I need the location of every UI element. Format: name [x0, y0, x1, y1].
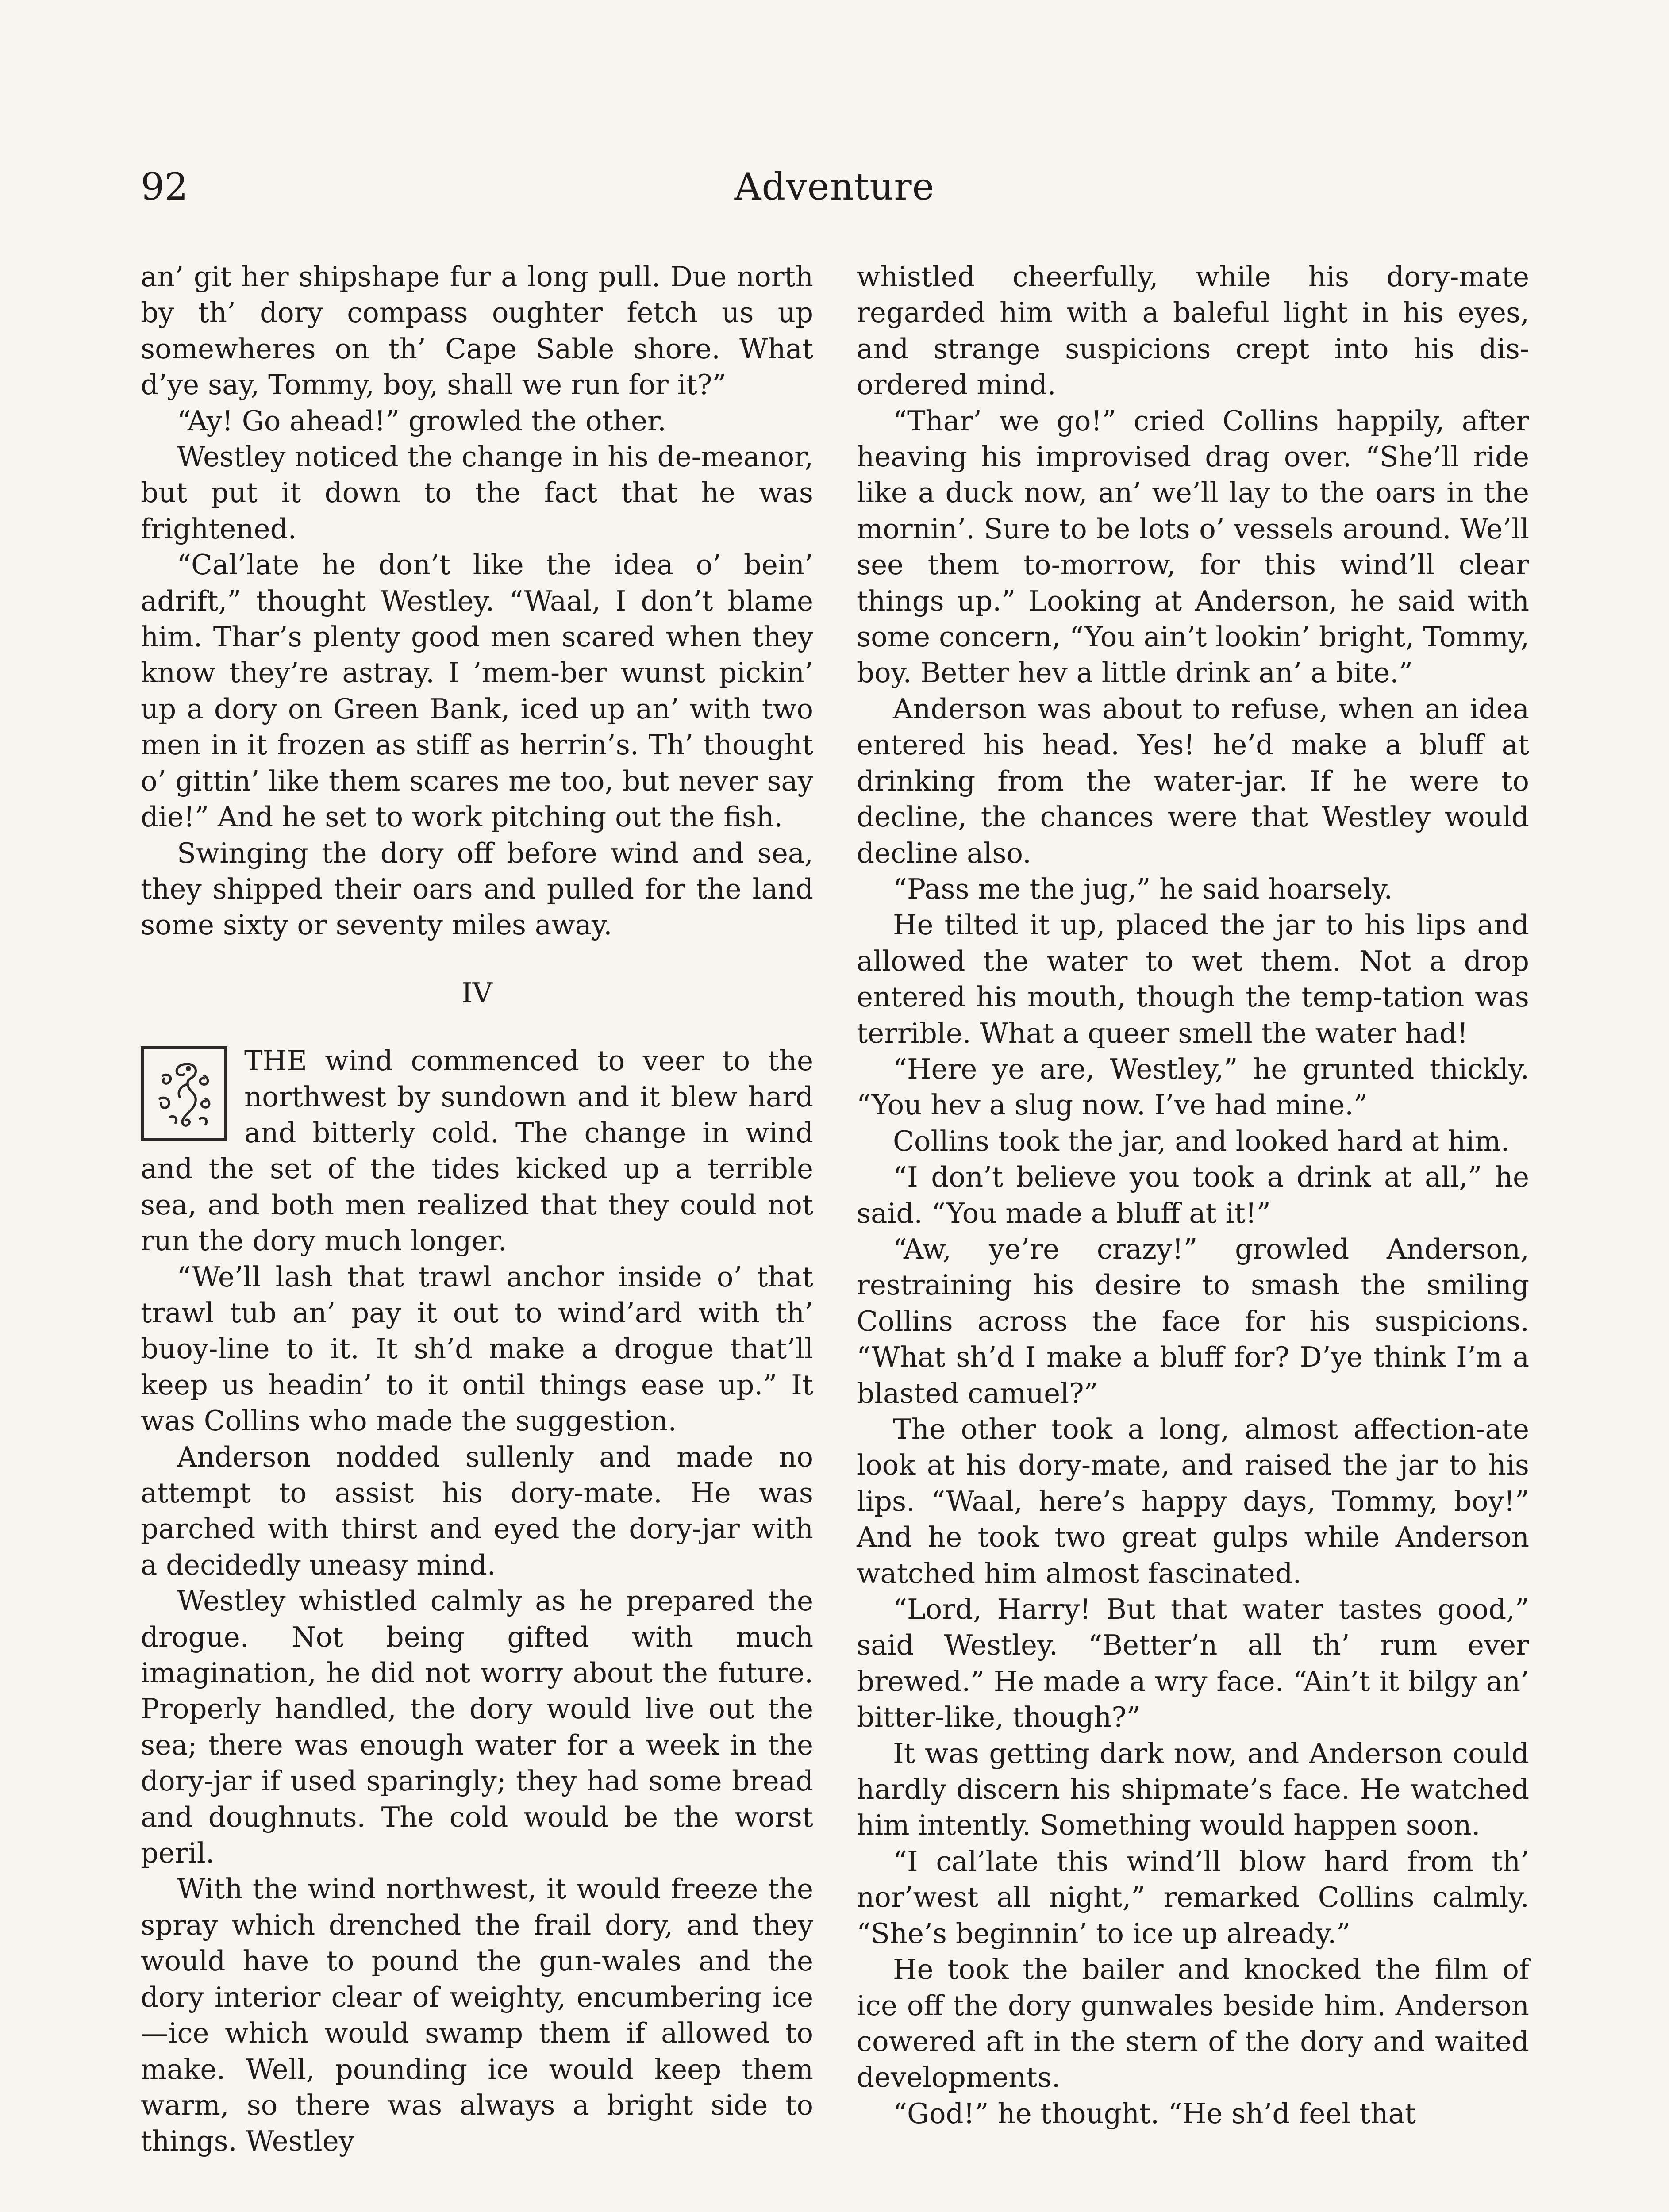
seahorse-ornament-icon [141, 1046, 227, 1141]
paragraph: “We’ll lash that trawl anchor inside o’ that trawl tub an’ pay it out to wind’ard with th’ buoy-line to it. It sh’d make a drogue that’ll keep us headin’ to it ontil things ease up.” It was Collins who made the suggestion. [141, 1260, 813, 1437]
paragraph: an’ git her shipshape fur a long pull. Due north by th’ dory compass oughter fetch us up somewheres on th’ Cape Sable shore. What d’ye say, Tommy, boy, shall we run for it?” [141, 261, 813, 401]
paragraph: “Thar’ we go!” cried Collins happily, after heaving his improvised drag over. “She’ll ride like a duck now, an’ we’ll lay to the oars in the mornin’. Sure to be lots o’ vessels around. We’ll see them to-morrow, for this wind’ll clear things up.” Looking at Anderson, he said with some concern, “You ain’t lookin’ bright, Tommy, boy. Better hev a little drink an’ a bite.” [857, 404, 1529, 689]
paragraph: Collins took the jar, and looked hard at him. [893, 1125, 1510, 1157]
paragraph: Swinging the dory off before wind and sea, they shipped their oars and pulled for the land some sixty or seventy miles away. [141, 837, 813, 941]
paragraph: “Pass me the jug,” he said hoarsely. [893, 872, 1393, 905]
paragraph: It was getting dark now, and Anderson could hardly discern his shipmate’s face. He watched him intently. Something would happen soon. [857, 1737, 1529, 1842]
paragraph: The other took a long, almost affection-ate look at his dory-mate, and raised the jar to his lips. “Waal, here’s happy days, Tommy, boy!” And he took two great gulps while Anderson watched him almost fascinated. [857, 1413, 1529, 1590]
dropcap-paragraph: THE wind commenced to veer to the northwest by sundown and it blew hard and bitterly cold. The change in wind and the set of the tides kicked up a terrible sea, and both men realized that they could not run the dory much longer. [141, 1045, 813, 1257]
paragraph: Westley whistled calmly as he prepared the drogue. Not being gifted with much imagination, he did not worry about the future. Properly handled, the dory would live out the sea; there was enough water for a week in the dory-jar if used sparingly; they had some bread and doughnuts. The cold would be the worst peril. [141, 1585, 813, 1870]
paragraph: “I cal’late this wind’ll blow hard from th’ nor’west all night,” remarked Collins calmly. “She’s beginnin’ to ice up already.” [857, 1845, 1529, 1950]
paragraph: Westley noticed the change in his de-meanor, but put it down to the fact that he was frightened. [141, 441, 813, 545]
right-column [857, 259, 1529, 2131]
paragraph: Anderson was about to refuse, when an idea entered his head. Yes! he’d make a bluff at drinking from the water-jar. If he were to decline, the chances were that Westley would decline also. [857, 692, 1529, 869]
paragraph: He tilted it up, placed the jar to his lips and allowed the water to wet them. Not a drop entered his mouth, though the temp-tation was terrible. What a queer smell the water had! [857, 909, 1529, 1049]
paragraph: “I don’t believe you took a drink at all,” he said. “You made a bluff at it!” [857, 1161, 1529, 1229]
left-column [141, 259, 813, 2159]
paragraph: “Here ye are, Westley,” he grunted thickly. “You hev a slug now. I’ve had mine.” [857, 1052, 1529, 1121]
running-title: Adventure [734, 165, 935, 208]
paragraph: Anderson nodded sullenly and made no attempt to assist his dory-mate. He was parched with thirst and eyed the dory-jar with a decidedly uneasy mind. [141, 1440, 813, 1581]
section-number: IV [461, 976, 492, 1009]
page-number: 92 [141, 165, 188, 208]
paragraph: whistled cheerfully, while his dory-mate regarded him with a baleful light in his eyes, and strange suspicions crept into his dis-ordered mind. [857, 261, 1529, 401]
paragraph: With the wind northwest, it would freeze the spray which drenched the frail dory, and they would have to pound the gun-wales and the dory interior clear of weighty, encumbering ice—ice which would swamp them if allowed to make. Well, pounding ice would keep them warm, so there was always a bright side to things. Westley [141, 1873, 813, 2158]
paragraph: “Lord, Harry! But that water tastes good,” said Westley. “Better’n all th’ rum ever brewed.” He made a wry face. “Ain’t it bilgy an’ bitter-like, though?” [857, 1593, 1529, 1734]
paragraph: He took the bailer and knocked the film of ice off the dory gunwales beside him. Anderson cowered aft in the stern of the dory and waited developments. [857, 1953, 1529, 2094]
paragraph: “Ay! Go ahead!” growled the other. [177, 404, 666, 437]
paragraph: “Cal’late he don’t like the idea o’ bein’ adrift,” thought Westley. “Waal, I don’t blame him. Thar’s plenty good men scared when they know they’re astray. I ’mem-ber wunst pickin’ up a dory on Green Bank, iced up an’ with two men in it frozen as stiff as herrin’s. Th’ thought o’ gittin’ like them scares me too, but never say die!” And he set to work pitching out the fish. [141, 549, 813, 833]
paragraph: “Aw, ye’re crazy!” growled Anderson, restraining his desire to smash the smiling Collins across the face for his suspicions. “What sh’d I make a bluff for? D’ye think I’m a blasted camuel?” [857, 1233, 1529, 1409]
paragraph: “God!” he thought. “He sh’d feel that [893, 2097, 1416, 2130]
